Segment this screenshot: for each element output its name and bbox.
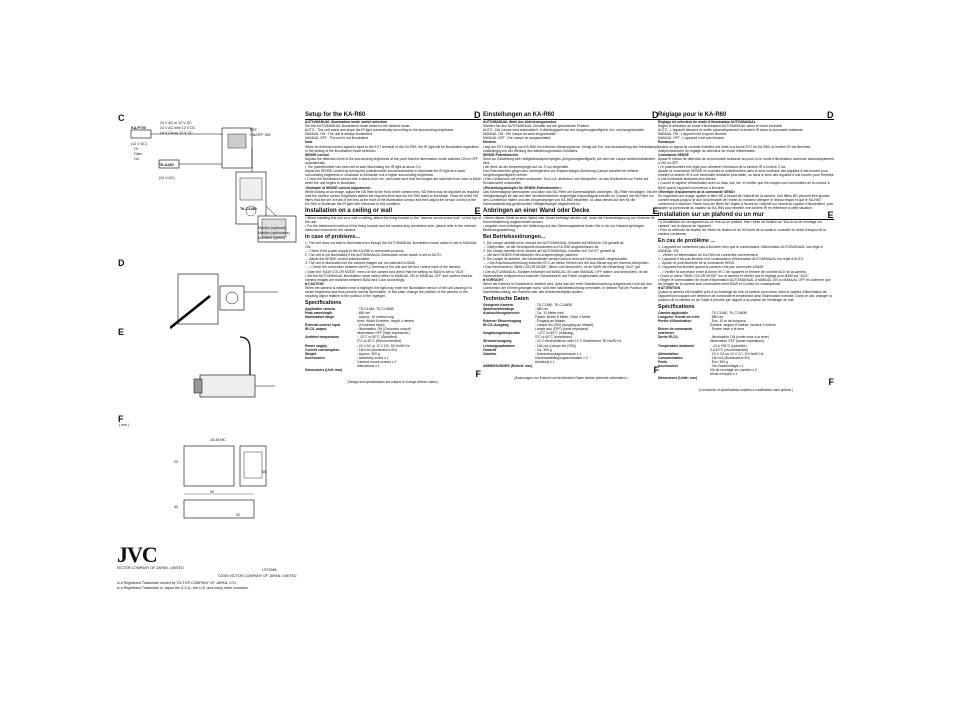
spec-value: : -10°C to 50°C (zulässig),: [535, 331, 575, 336]
spec-value: : 24 V AC or 12 V DC, 50 Hz/60 Hz: [357, 343, 410, 348]
spec-value: : 24 V CA ou 12 V CC, 50 Hz/60 Hz: [710, 351, 764, 356]
spec-key: Consommation: [658, 355, 683, 360]
step2-en: SENSE control: [305, 152, 329, 157]
spec-value: : 160 mA (Illumination ON): [710, 355, 750, 360]
spec-value: : -10 à +50°C (spécifiée): [710, 343, 747, 348]
spec-value: Instructions x 1: [357, 363, 380, 368]
step2-body-en: Adjusts the detection level of the surrounding brightness at the point that the illumination mode switches ON or OFF automatically.: [305, 156, 479, 165]
spec-value: : 880 nm: [357, 310, 371, 315]
power-label: 24 V AC or 12 V DC: [160, 121, 192, 125]
spec-value: : Assembly screw x 1: [357, 355, 389, 360]
trouble-2a-fr: → Ajuster le potentiomètre de la commande SENS.: [658, 261, 736, 266]
step1-en: AUTO/MANUAL illumination mode switch selection: [305, 120, 388, 124]
trouble-1a-de: → Überprüfen, ob die Stromquelle einwandfrei an KA-R60 angeschlossen ist.: [483, 244, 600, 249]
spec-value: [357, 368, 481, 372]
on-fr: MANUAL ON : L'appareil est toujours illuminé.: [658, 132, 728, 137]
trouble-2-de: 2. Die Lampe arbeitet nicht, obwohl der AUTO/MANUAL-Schalter auf "AUTO" gestellt ist.: [483, 249, 617, 254]
ceiling-2-de: • Angaben zum Anbringen der Halterung und des Sicherungskabels finden Sie in der zur Kamera gehörigen Bedienungsanleitung.: [483, 224, 645, 233]
step1-body-de: Wählen Sie den AUTO/MANUAL-Schalter auf die gewünschte Position.: [483, 124, 590, 129]
spec-key: Portée d'illumination: [658, 318, 692, 323]
spec-key: Longueur d'onde de crête: [658, 314, 700, 319]
trouble-title-fr: En cas de problème ...: [658, 238, 715, 245]
trouble-3a-en: → • Check the connection between the IR-C terminal of the unit and the Aux control input of the camera.: [305, 265, 462, 270]
trouble-3-de: 3. Die Lampe ist aktiviert, die Kamerabilder werden jedoch nicht auf Schwarzweiß umgeschaltet.: [483, 257, 628, 262]
trouble-3b-de: • Das Kameramenü "B&W COLOR MODE" öffnen und überprüfen, ob für B&W die Einstellung "AUX" gilt.: [483, 265, 641, 270]
lang-tab-en-2: E: [474, 205, 481, 216]
dim-3: 90: [210, 490, 214, 494]
panel-french: [658, 110, 834, 393]
ac-label: (24 V AC): [159, 176, 175, 180]
rotor-label: KA-P700: [131, 126, 146, 130]
auto-en: AUTO : This unit starts and stops the IR light automatically according to the surrounding brightness.: [305, 128, 455, 133]
power-line-2: 24 V CA ou 12 V CC: [160, 131, 193, 135]
spec-key: Stromversorgung: [483, 339, 512, 344]
spec-table-fr: [658, 311, 834, 381]
trouble-3c-fr: • Régler le commutateur de mode d'illumination AUTO/MANUAL à MANUAL ON ou MANUAL OFF et confirmer que les images de la caméra sont commutées entre B&W et Couleur en conséquence.: [658, 277, 831, 286]
spec-key: Umgebungstemperatur: [483, 331, 521, 336]
caution-de: Wenn die Kamera im Nahbereich montiert wird, dass das von einer Nachtbeleuchtung ausgehende Licht auf den Lichtsensor der Einheit gelangen kann, wird eine Nachtbeleuchtung verhindert. In diesem Fall die Position der Nachtbeleuchtung, der Kamera oder des Aufnahmeobjekts ändern.: [483, 281, 652, 294]
trademark-2: is a Registered Trademark in Japan the U.S.A., the U.K. and many other countries.: [117, 586, 249, 590]
spec-value: 0°C to 40°C (empfohlen): [535, 335, 573, 340]
lang-tab-de-2: E: [652, 205, 659, 216]
step2-fr: Commande SENSE: [658, 152, 689, 157]
example-en: While looking at an image, adjust the ND filter at the front of the camera lens. ND filters may be adjusted as required until the monitor screen brightness attains the required level and the KA-R60 starts to illuminate. Place all of the ND filters that are set in front of the lens at the front of the illumination sensor and then adjust the sensor control of the KA-R60 to illuminate the IR light with reference to this condition.: [305, 189, 480, 206]
dim-4: 66: [262, 470, 266, 474]
dim-1: 16-45 MC: [210, 438, 226, 442]
spec-value: Area: Width 8 meters, height 4 meters: [357, 318, 415, 323]
spec-value: : Kameramontageschraube x 1: [535, 351, 582, 356]
lang-tab-fr-2: E: [827, 210, 834, 221]
spec-value: : Env. 300 g: [710, 359, 728, 364]
dim-5: 60: [174, 505, 178, 509]
sense-adjust-diagram: [170, 268, 285, 330]
spec-key: Power supply: [305, 343, 328, 348]
tk-label: TK-C1480: [240, 207, 257, 211]
brand-sub: VICTOR COMPANY OF JAPAN, LIMITED: [117, 566, 184, 570]
spec-value: [535, 364, 659, 368]
spec-key: Caméra applicable: [658, 310, 688, 315]
ext-label: EXT: [250, 128, 257, 132]
spec-key: IR-C/L-Ausgang: [483, 323, 509, 328]
trouble-2-en: 2. The unit is not illuminated if the AUTO/MANUAL illumination mode switch is set to AUTO.: [305, 253, 442, 258]
power-line-1: 24 V AC wire 12 V DC: [160, 126, 196, 130]
spec-key: Leistungsaufnahme: [483, 343, 516, 348]
auto-de: AUTO : Die Lampe wird automatisch, in Abhängigkeit von der Umgebungshelligkeit, ein- und ausgeschaltet.: [483, 128, 645, 133]
spec-value: : Illumination ON (sortie mise à la terre): [710, 335, 769, 340]
spec-key: Dimensions (Unité: mm): [658, 376, 697, 381]
spec-table-en: [305, 307, 481, 373]
example-head-en: <Example of SENSE control adjustment>: [305, 185, 371, 190]
step1-fr: Réglage du sélecteur de mode d'illumination AUTO/MANUAL: [658, 120, 756, 124]
ceiling-mount-diagram: [170, 335, 285, 405]
step2-d-de: Das Potentiometer gegen den Uhrzeigersinn zur Ansprechpegel-Anhebung (Lampe schaltet bei höherer Umgebungshelligkeit) drehen.: [483, 169, 639, 178]
step2-c-fr: • Le potentiomètre est réglé pour démarrer l'émission de la lumière IR à environ 2 lux.: [658, 165, 787, 170]
spec-value: : Eingang an Masse: [535, 318, 565, 323]
auto-fr: AUTO : L'appareil démarre et arrête automatiquement la lumière IR selon la luminosité ambiante.: [658, 128, 804, 133]
spec-key: Externer Steuereingang: [483, 318, 522, 323]
spec-key: Ambient temperature: [305, 335, 340, 340]
trouble-3a-fr: → • Vérifier la connexion entre la borne IR-C de l'appareil et l'entrée de contrôle AUX de la caméra.: [658, 269, 807, 274]
trouble-3c-en: • Set the AUTO/MANUAL illumination mode switch either to MANUAL ON or MANUAL OFF and confirm that the camera images are switched between B&W and Color accordingly.: [305, 273, 473, 282]
off-fr: MANUAL OFF : L'appareil n'est pas illuminé.: [658, 136, 725, 141]
lang-tab-en-3: F: [475, 369, 481, 380]
spec-value: [710, 376, 834, 380]
step2-d-en: Adjust the SENSE control by turning the potentiometer counterclockwise to illuminate the IR light at a lower surrounding brightness or clockwise to illuminate it at a higher surrounding brightness.: [305, 169, 466, 178]
spec-key: Illumination range: [305, 314, 335, 319]
off-en: MANUAL OFF : The unit is not illuminated.: [305, 136, 369, 141]
spec-key: Current consumption: [305, 347, 340, 352]
units-label: ( mm ): [119, 423, 130, 427]
step2-c-en: • The potentiometer has been set to start illuminating the IR light at about 2 lx.: [305, 165, 422, 170]
trouble-2-fr: 2. L'appareil n'est pas illuminé si le commutateur d'illumination AUTO/MANUAL est réglé à AUTO.: [658, 257, 805, 262]
caution-en: When the camera is installed near a highlight, the light may enter the illumination sensor of the unit causing it to sense brightness and thus prevent normal illumination. In this case, change the position of the camera or the shooting object relative to the position of the highlight.: [305, 285, 472, 299]
spec-key: Entrée de commande extérieure: [658, 327, 693, 336]
spec-key: Alimentation: [658, 351, 679, 356]
monitor-line-3: Moniteur (option): [258, 236, 286, 240]
setup-title-fr: Réglage pour le KA-R60: [658, 112, 727, 118]
or-line-2: Oder: [134, 152, 142, 156]
caution-head-en: ■ CAUTION: [305, 281, 324, 286]
spec-key: External control input: [305, 323, 341, 328]
spec-value: : Vis d'assemblage x 1: [710, 363, 744, 368]
spec-title-fr: Spécifications: [658, 304, 695, 311]
spec-key: Dimensions (Unit: mm): [305, 368, 343, 373]
spec-key: Température ambiante: [658, 343, 695, 348]
or-line-3: Ou: [134, 157, 139, 161]
monitor-line-2: Monitor (optionales): [258, 231, 290, 235]
on-en: MANUAL ON : The unit is always illuminated.: [305, 132, 373, 137]
note-head-fr: Remarque: [658, 140, 675, 145]
note-fr: Quand un signal de contrôle extérieur est entré à la borne EXT du KA-R60, la lumière IR est illuminée indépendamment du réglage du sélecteur du mode d'illumination.: [658, 144, 811, 153]
lang-tab-en-1: D: [474, 110, 481, 120]
ceiling-1-fr: • A l'installation de cet appareil sur un mur ou un plafond, fixer l'étrier de fixation au "trou à vis de montage sur caméra" sur le dessus de l'appareil.: [658, 220, 823, 229]
spec-key: Spitzenwellenlänge: [483, 306, 515, 311]
spec-key: Ausleuchtungsbereich: [483, 310, 520, 315]
caution-fr: Quand la caméra est installée près d'un éclairage de nuit, la lumière peut entrer dans le capteur d'illumination de l'appareil provoquant une détection de luminosité et empêchant ainsi l'illumination normale. Dans ce cas, changer la position de la caméra ou de l'objet à prendre par rapport à la position de l'éclairage de nuit.: [658, 289, 832, 303]
trouble-2a-de: → Mit dem SENSE-Potentiometer den Ansprechpegel justieren.: [483, 253, 579, 258]
off-de: MANUAL OFF : Die Lampe ist ausgeschaltet.: [483, 136, 552, 141]
section-letter-d: D: [118, 258, 125, 268]
step2-de: SENSE-Potentiometer: [483, 152, 519, 157]
lang-tab-de-3: F: [653, 365, 659, 376]
step2-body-fr: Ajuste le niveau de détection de la luminosité ambiante au point où le mode d'illumination commute automatiquement à ON ou OFF.: [658, 156, 834, 165]
spec-value: 0 à 40°C (recommandée): [710, 347, 749, 352]
example-de: Das Kamerasignal überwachen und dann das ND-Filter am Kameraobjektiv anbringen. ND-Filter hinzufügen, bis der Helligkeitspegel für das auf dem Monitorbildschirm angezeigte Kamerasignal erreicht ist. Danach die ND-Filter vor den Lichtsensor halten und den Ansprechpegel von KA-R60 einstellen, so dass dieses auf den für die Kameraaktivierung gewünschten Helligkeitspegel abgestimmt ist.: [483, 189, 658, 206]
step2-e-fr: • Couvrir le capteur d'illumination avec un tissu noir, etc. et vérifier que les images sont commutées de la couleur à B&W quand l'appareil commence à illuminer.: [658, 181, 830, 190]
ceiling-title-en: Installation on a ceiling or wall: [305, 207, 393, 214]
trouble-3b-fr: • Ouvrir le menu "B&W COLOR MODE" sur la caméra et vérifier que le réglage pour B&W est "AUX".: [658, 273, 810, 278]
ceiling-title-fr: Installation sur un plafond ou un mur: [658, 212, 764, 219]
spec-title-de: Technische Daten: [483, 296, 529, 303]
on-de: MANUAL ON : Die Lampe ist stets eingeschaltet.: [483, 132, 557, 137]
spec-value: : Approx. 10 meters long: [357, 314, 394, 319]
spec-key: Weight: [305, 351, 317, 356]
spec-value: Anleitung x 1: [535, 359, 555, 364]
spec-value: : Ca. 10 Meter weit: [535, 310, 564, 315]
spec-value: : -10°C to 50°C (Specified): [357, 335, 398, 340]
trouble-1a-en: → Check if the power supply to the KA-R60 is connected properly.: [305, 249, 405, 254]
trouble-3-fr: 3. L'appareil est illuminé quand la caméra n'est pas commutée à B&W.: [658, 265, 764, 270]
spec-value: : Env. 10 m de longueur: [710, 318, 746, 323]
example-fr: En regardant une image, ajuster le filtre ND à l'avant de l'objectif de la caméra. Des filtres ND peuvent être ajoutés comme requis jusqu'à ce que la luminosité de l'écran du moniteur atteigne le niveau requis et que le KA-R60 commence à illuminer. Placer tous les filtres ND réglés à l'avant de l'objectif sur l'avant du capteur d'illumination, puis ajuster la commande du capteur du KA-R60 pour émettre une lumière IR en référence à cette situation.: [658, 193, 834, 210]
spec-key: Zubehör: [483, 351, 497, 356]
spec-value: Fläche: Breite 8 Meter, Höhe 4 Meter: [535, 314, 591, 319]
spec-value: : 160 mA (Lampe ein (ON)): [535, 343, 576, 348]
spec-value: Illumination OFF (High impedance): [357, 331, 410, 336]
trouble-title-en: In case of problems...: [305, 234, 361, 241]
setup-title-en: Setup for the KA-R60: [305, 112, 366, 118]
spec-key: Gewicht: [483, 347, 497, 352]
step2-d-fr: Ajuster la commande SENSE en tournant le potentiomètre dans le sens contraire des aiguilles d'une montre pour émettre la lumière IR à une luminosité ambiante plus faible, ou dans le sens des aiguilles d'une montre pour l'émettre à une luminosité ambiante plus élevée.: [658, 169, 834, 182]
spec-value: : Approx. 300 g: [357, 351, 380, 356]
step1-de: AUTO/MANUAL Wahl des Aktivierungsmodus: [483, 120, 557, 124]
example-head-de: <Einstellungsbeispiel für SENSE-Potentiometer>: [483, 185, 562, 190]
jvc-logo: JVC: [117, 542, 157, 567]
example-head-fr: <Exemple d'ajustement de la commande SENS>: [658, 189, 736, 194]
footnote-en: (Design and specifications are subject to change without notice.): [347, 380, 439, 385]
trouble-1a-fr: → Vérifier si l'alimentation du KA-R60 est connectée correctement.: [658, 253, 759, 258]
spec-value: Camera mount screws x 2: [357, 359, 397, 364]
section-letter-c: C: [118, 113, 125, 123]
trouble-3a-de: → • Die Anschlussverbindung zwischen IR-C an dieser Einheit und der Aux-Steuerung der Kamera überprüfen.: [483, 261, 650, 266]
spec-key: IR-C/L output: [305, 327, 327, 332]
trouble-1-de: 1. Die Lampe arbeitet nicht, obwohl der AUTO/MANUAL-Schalter auf MANUAL ON gestellt ist.: [483, 240, 625, 245]
panel-german: [483, 110, 659, 380]
caution-head-de: ■ VORSICHT: [483, 277, 504, 282]
spec-value: : Ca. 300 g: [535, 347, 552, 352]
lang-tab-de-1: D: [652, 110, 659, 120]
spec-value: Vis de montage sur caméra x 2: [710, 368, 757, 373]
spec-value: Surface: largeur 8 mètres, hauteur 4 mètres: [710, 323, 776, 328]
spec-value: : 160 mA (Illumination ON): [357, 347, 397, 352]
spec-key: ABMESSUNGEN (Einheit: mm): [483, 363, 533, 368]
dim-2: 20: [174, 460, 178, 464]
dim-6: 52: [236, 513, 240, 517]
ka-label: TK-A260: [159, 163, 174, 167]
doc-code: LST0086: [262, 568, 277, 572]
ceiling-1-de: • Wenn dieses Gerät an einer Wand oder Decke befestigt werden soll, muss die Kameraträgerung am Gewinde für Kamerahalterung angeschraubt werden.: [483, 215, 655, 225]
monitor-line-1: Monitor (optional): [258, 226, 286, 230]
spec-title-en: Specifications: [305, 300, 342, 307]
trouble-3c-de: • Den AUTO/MANUAL-Schalter entweder auf MANUAL ON oder MANUAL OFF stellen und überprüfen, ob die Kamerabilder entsprechend zwischen Schwarzweiß und Farbe umgeschaltet werden.: [483, 269, 648, 278]
trouble-3-en: 3. The unit is illuminated but the camera images are not switched to B&W.: [305, 261, 416, 266]
spec-value: : (Grounded input): [357, 323, 385, 328]
caution-head-fr: ■ ATTENTION: [658, 285, 681, 290]
spec-value: 0°C to 40°C (Recommended): [357, 339, 402, 344]
step2-body-de: Dient zur Einstellung des Helligkeitsansprechpegels (Umgebungshelligkeit), bei dem die Lampe aktiviert/deaktiviert wird.: [483, 156, 656, 165]
trouble-title-de: Bei Betriebsstörungen...: [483, 234, 546, 241]
spec-key: Poids: [658, 359, 668, 364]
lang-tab-fr-1: D: [827, 110, 834, 120]
note-de: Liegt am EXT-Eingang von KA-R60 ein externes Steuersignal an, erfolgt die Ein- und Ausschaltung des Infrarotlampe unabhängig von der Stellung des Aktivierungsmodus-Schalters.: [483, 144, 659, 153]
spec-value: : TK-C1480, TK-C1460B: [535, 302, 572, 307]
spec-value: : Lampe ein (ON) (Ausgang an Masse),: [535, 323, 595, 328]
step1-body-fr: Régler le sélecteur de mode d'illumination AUTO/MANUAL selon le mode souhaité.: [658, 124, 783, 129]
spec-value: : TK-C1480, TK-C1460B: [710, 310, 747, 315]
trademark-1: is a Registered Trademark owned by VICTOR COMPANY OF JAPAN, LTD.: [117, 581, 237, 585]
footnote-fr: (Conception et spécifications sujettes à modification sans préavis.): [699, 388, 793, 393]
spec-value: Kameraaufhängungsschrauben x 2: [535, 355, 588, 360]
note-head-de: Hinweis: [483, 140, 496, 145]
spec-value: : 880 nm: [535, 306, 549, 311]
trouble-2a-en: → Adjust the SENSE control potentiometer.: [305, 257, 371, 262]
spec-value: : TK-C1480, TK-C1460B: [357, 306, 394, 311]
onoff-label: ON/OFF SW: [250, 133, 271, 137]
lang-tab-fr-3: F: [828, 377, 834, 388]
section-letter-e: E: [118, 327, 125, 337]
spec-value: : 24 V Wechselstrom oder 12 V Gleichstrom, 50 Hz/60 Hz: [535, 339, 622, 344]
step1-body-en: Set the AUTO/MANUAL illumination mode switch to the desired mode.: [305, 124, 411, 129]
panel-english: [305, 110, 481, 384]
ceiling-2-fr: • Pour la méthode de fixation de l'étrier de fixation et du fil d'arrêt de la caméra, consulter le mode d'emploi de la caméra concernée.: [658, 228, 826, 237]
copyright: ©2000 VICTOR COMPANY OF JAPAN, LIMITED: [218, 574, 297, 578]
setup-title-de: Einstellungen an KA-R60: [483, 112, 555, 118]
spec-value: : 880 nm: [710, 314, 724, 319]
ceiling-2-en: • For the attachment method of the fixing bracket and the camera stop prevention wire, please refer to the relevant instruction manual for the camera.: [305, 224, 477, 233]
spec-key: Sortie IR-C/L: [658, 335, 679, 340]
trouble-3b-en: • Open the "B&W COLOR MODE" menu on the camera and check that the setting for B&W is set to "AUX".: [305, 269, 466, 274]
ceiling-title-de: Anbringen an einer Wand oder Decke: [483, 207, 590, 214]
step2-c-de: • Ab Werk ist der Ansprechpegel auf ca. 2 Lux eingestellt.: [483, 165, 569, 170]
footnote-de: (Änderungen von Entwurf und technischen Daten bleiben jederzeit vorbehalten.): [514, 376, 628, 381]
spec-value: Illumination OFF (haute impédance): [710, 339, 765, 344]
note-en: When an external control signal is input to the EXT terminal of the KA-R60, the IR light will be illuminated regardless of the setting of the illumination mode selection.: [305, 144, 479, 153]
trouble-1-en: 1. The unit does not start to illuminate even though the AUTO/MANUAL illumination mode switch is set to MANUAL ON.: [305, 240, 478, 249]
or-line-1: Or: [134, 147, 138, 151]
spec-key: Applicable camera: [305, 306, 335, 311]
spec-key: Geeignete Kamera: [483, 302, 513, 307]
dimension-diagram: [168, 438, 293, 526]
section-letter-f: F: [118, 414, 124, 424]
note-head-en: Note: [305, 140, 313, 145]
spec-table-de: [483, 303, 659, 369]
spec-key: Accessories: [305, 355, 325, 360]
step2-e-en: • Cover the illumination sensor with a black cloth, etc. and make sure that the images are switched from color to B&W when the unit begins to illuminate.: [305, 177, 481, 186]
spec-key: Accessoires: [658, 363, 678, 368]
spec-value: : Entrée mise à la terre: [710, 327, 745, 332]
or-label: (12 V DC): [131, 142, 147, 146]
step2-e-de: • Den Lichtsensor mit einem schwarzen Tuch o.ä. abdecken und überprüfen, ob das Monitorbild von Farbe auf Schwarzweiß umschaltet.: [483, 177, 649, 186]
spec-value: Lampe aus (OFF) (hohe Impedanz): [535, 327, 589, 332]
trouble-1-fr: 1. L'appareil ne commence pas à illuminer bien que le commutateur d'illumination AUTO/MANUAL soit réglé à MANUAL ON.: [658, 244, 823, 254]
spec-value: : Illumination ON (Grounded output): [357, 327, 411, 332]
spec-value: Mode d'emploi x 1: [710, 372, 738, 377]
spec-key: Peak wavelength: [305, 310, 333, 315]
ceiling-1-en: • When installing this unit on a wall or ceiling, attach the fixing bracket to the "camera mount screw hole" on the top of the unit.: [305, 215, 481, 225]
